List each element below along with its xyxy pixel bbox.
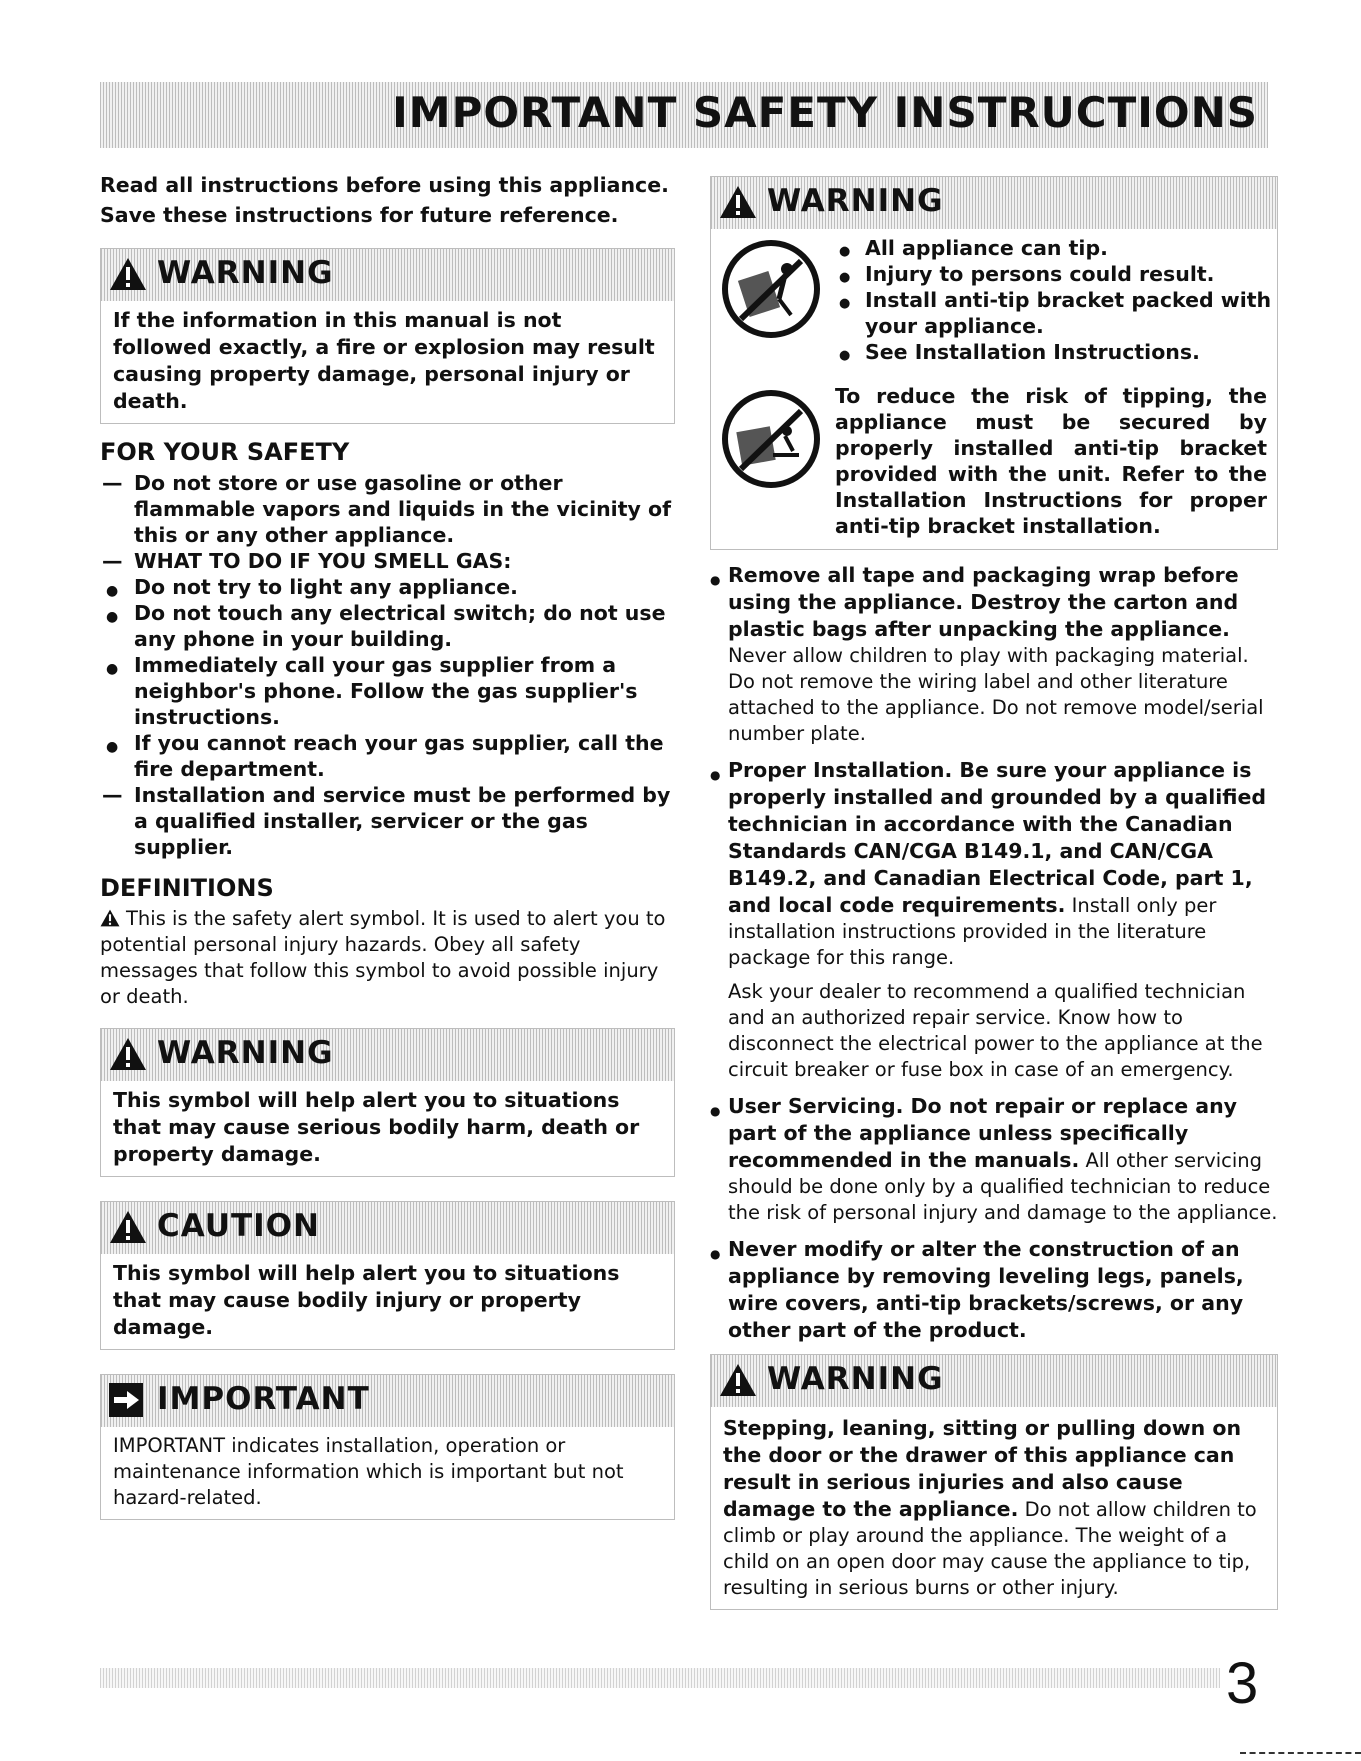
page-title: IMPORTANT SAFETY INSTRUCTIONS [392, 88, 1258, 137]
safety-rules-list [710, 562, 1278, 1344]
safety-item-text: Do not store or use gasoline or other flammable vapors and liquids in the vicinity of this or any other appliance. [134, 471, 672, 547]
page-number: 3 [1226, 1651, 1259, 1716]
dash-marker: — [102, 783, 123, 807]
tip-bullet-item [835, 235, 1277, 261]
warning-label: WARNING [767, 1361, 944, 1397]
bullet-marker: ● [106, 609, 119, 625]
safety-item-text: WHAT TO DO IF YOU SMELL GAS: [134, 549, 512, 573]
safety-alert-icon [109, 1210, 147, 1244]
warning-box-header [711, 177, 1277, 229]
safety-item-text: If you cannot reach your gas supplier, call the fire department. [134, 731, 664, 781]
caution-label: CAUTION [157, 1208, 320, 1244]
safety-list-item [100, 652, 675, 730]
important-text: IMPORTANT indicates installation, operation or maintenance information which is important but not hazard-related. [113, 1434, 624, 1509]
bullet-marker: ● [710, 1247, 721, 1261]
warning-box-tip [710, 176, 1278, 550]
warning-text: If the information in this manual is not followed exactly, a fire or explosion may result causing property damage, personal injury or death. [113, 308, 655, 413]
tip-over-hazard-icon [721, 239, 821, 339]
rule-normal-text: All other servicing should be done only by a qualified technician to reduce the risk of personal injury and damage to the appliance. [728, 1149, 1278, 1224]
tip-warning-text: To reduce the risk of tipping, the appliance must be secured by properly installed anti-tip bracket provided with the unit. Refer to the Installation Instructions for proper anti-tip bracket installation. [835, 384, 1267, 538]
dash-marker: — [102, 471, 123, 495]
safety-alert-icon [109, 1037, 147, 1071]
arrow-right-icon [109, 1383, 143, 1417]
safety-rule-item [710, 1093, 1278, 1226]
caution-text: This symbol will help alert you to situations that may cause bodily injury or property damage. [113, 1261, 620, 1339]
bullet-marker: ● [839, 348, 851, 363]
safety-item-text: Installation and service must be performed by a qualified installer, servicer or the gas supplier. [134, 783, 671, 859]
warning-box-fire [100, 248, 675, 424]
bullet-marker: ● [839, 270, 851, 285]
warning-box-definition [100, 1028, 675, 1177]
bullet-marker: ● [839, 244, 851, 259]
tip-bullet-item [835, 339, 1277, 365]
bullet-marker: ● [710, 1104, 721, 1118]
safety-list-item [100, 782, 675, 860]
bullet-marker: ● [710, 573, 721, 587]
warning-tip-body [711, 233, 1277, 549]
warning-label: WARNING [157, 1035, 334, 1071]
warning-box-header [711, 1355, 1277, 1407]
header-banner [100, 82, 1268, 148]
rule-normal-text: Install only per installation instructions provided in the literature package for this range. [728, 894, 1217, 969]
warning-door-text [711, 1407, 1277, 1609]
safety-list-item [100, 600, 675, 652]
rule-bold-text: Proper Installation. Be sure your appliance is properly installed and grounded by a qualified technician in accordance with the Canadian Standards CAN/CGA B149.1, and CAN/CGA B149.2, and Canadian Electrical Code, part 1, and local code requirements. [728, 758, 1267, 917]
dash-marker: — [102, 549, 123, 573]
rule-bold-text: Remove all tape and packaging wrap before using the appliance. Destroy the carton and plastic bags after unpacking the appliance. [728, 563, 1239, 641]
tip-bullet-text: Injury to persons could result. [865, 262, 1215, 286]
warning-definition-text: This symbol will help alert you to situations that may cause serious bodily harm, death or property damage. [113, 1088, 640, 1166]
caution-box [100, 1201, 675, 1350]
bullet-marker: ● [839, 296, 851, 311]
section-heading-definitions: DEFINITIONS [100, 874, 274, 902]
caution-box-header [101, 1202, 674, 1254]
bullet-marker: ● [106, 739, 119, 755]
bullet-marker: ● [106, 583, 119, 599]
safety-list-item [100, 574, 675, 600]
warning-label: WARNING [157, 255, 334, 291]
tip-bullet-text: See Installation Instructions. [865, 340, 1200, 364]
section-heading-safety: FOR YOUR SAFETY [100, 438, 350, 466]
intro-line-1: Read all instructions before using this appliance. [100, 173, 669, 197]
safety-item-text: Do not touch any electrical switch; do not use any phone in your building. [134, 601, 666, 651]
warning-box-header [101, 249, 674, 301]
safety-alert-icon [719, 185, 757, 219]
safety-alert-icon [109, 257, 147, 291]
intro-line-2: Save these instructions for future reference. [100, 203, 619, 227]
tip-bullet-item [835, 261, 1277, 287]
rule-bold-text: Never modify or alter the construction of an appliance by removing leveling legs, panels, wire covers, anti-tip brackets/screws, or any other part of the product. [728, 1237, 1244, 1342]
tip-bullet-text: Install anti-tip bracket packed with your appliance. [865, 288, 1272, 338]
definitions-body: This is the safety alert symbol. It is used to alert you to potential personal injury hazards. Obey all safety messages that follow this symbol to avoid possible injury or death. [100, 907, 666, 1008]
definitions-text [100, 906, 675, 1010]
safety-item-text: Immediately call your gas supplier from a neighbor's phone. Follow the gas supplier's instructions. [134, 653, 638, 729]
bullet-marker: ● [106, 661, 119, 677]
warning-door-bold: Stepping, leaning, sitting or pulling down on the door or the drawer of this appliance can result in serious injuries and also cause damage to the appliance. [723, 1416, 1242, 1521]
warning-label: WARNING [767, 183, 944, 219]
child-on-door-hazard-icon [721, 389, 821, 489]
bullet-marker: ● [710, 768, 721, 782]
tip-bullets [835, 233, 1277, 365]
warning-door-normal: Do not allow children to climb or play around the appliance. The weight of a child on an open door may cause the appliance to tip, resulting in serious burns or other injury. [723, 1498, 1257, 1599]
right-column [710, 176, 1278, 1610]
safety-list-item [100, 730, 675, 782]
rule-extra-text: Ask your dealer to recommend a qualified technician and an authorized repair service. Know how to disconnect the electrical power to the appliance at the circuit breaker or fuse box in case of an emergency. [728, 980, 1263, 1081]
safety-rule-item [710, 562, 1278, 747]
safety-rule-item [710, 1236, 1278, 1344]
bottom-rule [1240, 1752, 1361, 1754]
rule-bold-text: User Servicing. Do not repair or replace any part of the appliance unless specifically recommended in the manuals. [728, 1094, 1238, 1172]
important-label: IMPORTANT [157, 1381, 370, 1417]
important-box [100, 1374, 675, 1520]
warning-box-door [710, 1354, 1278, 1610]
tip-bullet-item [835, 287, 1277, 339]
safety-rule-item [710, 757, 1278, 1083]
safety-alert-icon [100, 909, 120, 927]
important-box-header [101, 1375, 674, 1427]
left-column [100, 170, 675, 1520]
safety-list [100, 470, 675, 860]
safety-alert-icon [719, 1363, 757, 1397]
safety-list-item [100, 470, 675, 548]
tip-bullet-text: All appliance can tip. [865, 236, 1108, 260]
safety-list-item [100, 548, 675, 574]
footer-bar [100, 1668, 1220, 1688]
warning-box-header [101, 1029, 674, 1081]
safety-item-text: Do not try to light any appliance. [134, 575, 518, 599]
rule-normal-text: Never allow children to play with packaging material. Do not remove the wiring label and other literature attached to the appliance. Do not remove model/serial number plate. [728, 644, 1264, 745]
